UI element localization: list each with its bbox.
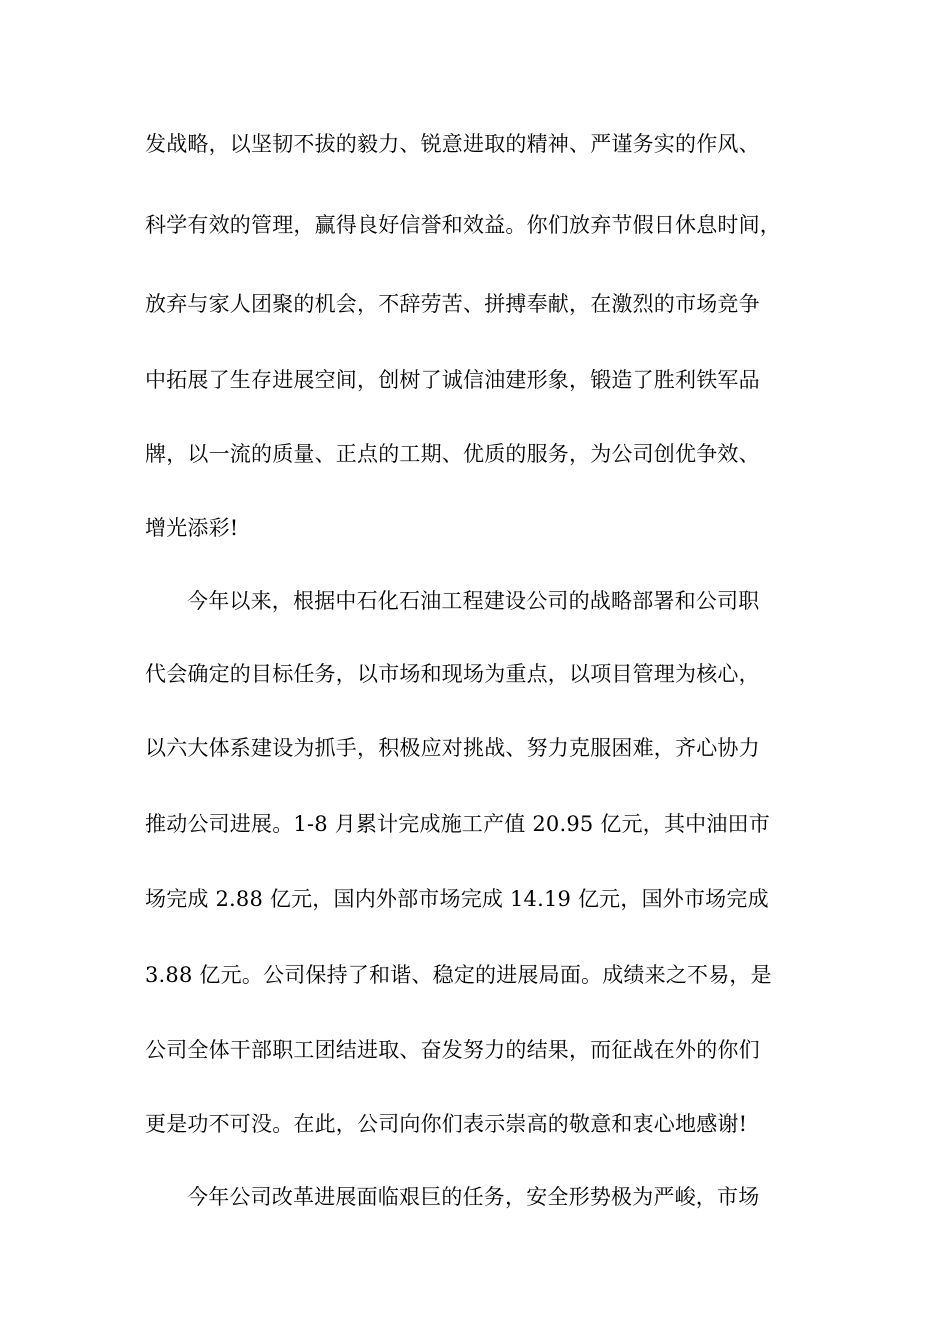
text-line: 中拓展了生存进展空间，创树了诚信油建形象，锻造了胜利铁军品 bbox=[145, 368, 760, 392]
paragraph-start-line: 今年公司改革进展面临艰巨的任务，安全形势极为严峻，市场 bbox=[187, 1185, 760, 1209]
text-line: 牌，以一流的质量、正点的工期、优质的服务，为公司创优争效、 bbox=[145, 442, 760, 466]
text-line: 更是功不可没。在此，公司向你们表示崇高的敬意和衷心地感谢! bbox=[145, 1112, 748, 1136]
text-line: 科学有效的管理，赢得良好信誉和效益。你们放弃节假日休息时间， bbox=[145, 213, 781, 237]
text-line: 以六大体系建设为抓手，积极应对挑战、努力克服困难，齐心协力 bbox=[145, 736, 760, 760]
text-line: 公司全体干部职工团结进取、奋发努力的结果，而征战在外的你们 bbox=[145, 1038, 760, 1062]
text-line: 放弃与家人团聚的机会，不辞劳苦、拼搏奉献，在激烈的市场竞争 bbox=[145, 292, 760, 316]
text-line: 3.88 亿元。公司保持了和谐、稳定的进展局面。成绩来之不易，是 bbox=[145, 963, 772, 987]
text-line: 发战略，以坚韧不拔的毅力、锐意进取的精神、严谨务实的作风、 bbox=[145, 132, 760, 156]
paragraph-start-line: 今年以来，根据中石化石油工程建设公司的战略部署和公司职 bbox=[187, 589, 760, 613]
text-line: 场完成 2.88 亿元，国内外部市场完成 14.19 亿元，国外市场完成 bbox=[145, 887, 769, 911]
text-line: 增光添彩! bbox=[145, 516, 239, 540]
text-line: 推动公司进展。1-8 月累计完成施工产值 20.95 亿元，其中油田市 bbox=[145, 812, 770, 836]
text-line: 代会确定的目标任务，以市场和现场为重点，以项目管理为核心， bbox=[145, 662, 760, 686]
